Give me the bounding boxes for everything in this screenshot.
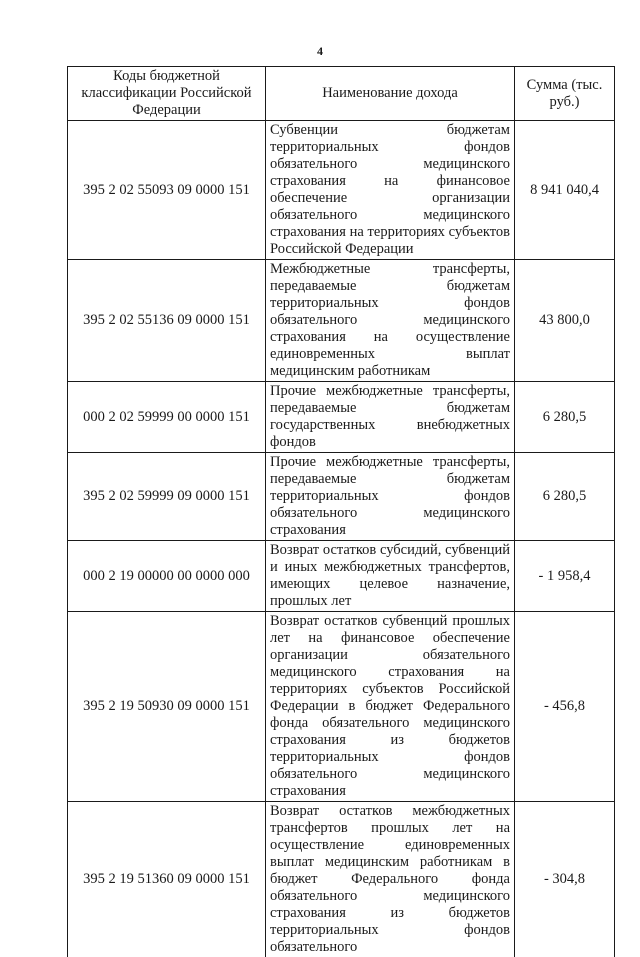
budget-revenue-table bbox=[67, 66, 615, 957]
row-sum: - 1 958,4 bbox=[515, 541, 615, 612]
row-code: 395 2 02 59999 09 0000 151 bbox=[68, 453, 266, 541]
table-row bbox=[68, 382, 615, 453]
table-row bbox=[68, 121, 615, 260]
row-code: 395 2 02 55093 09 0000 151 bbox=[68, 121, 266, 260]
row-sum: - 456,8 bbox=[515, 612, 615, 802]
table-row bbox=[68, 260, 615, 382]
row-code: 000 2 19 00000 00 0000 000 bbox=[68, 541, 266, 612]
table-row bbox=[68, 612, 615, 802]
row-name: Возврат остатков субвенций прошлых лет на финансовое обеспечение организации обязательного медицинского страхования на территориях субъектов Российской Федерации в бюджет Федерального фонда обязательного медицинского страхования из бюджетов территориальных фондов обязательного медицинского страхования bbox=[266, 612, 515, 802]
row-code: 395 2 02 55136 09 0000 151 bbox=[68, 260, 266, 382]
row-name: Возврат остатков межбюджетных трансфертов прошлых лет на осуществление единовременных выплат медицинским работникам в бюджет Федерального фонда обязательного медицинского страхования из бюджетов территориальных фондов обязательного bbox=[266, 802, 515, 957]
row-sum: - 304,8 bbox=[515, 802, 615, 957]
header-name: Наименование дохода bbox=[266, 67, 515, 121]
table-row bbox=[68, 802, 615, 957]
row-name: Прочие межбюджетные трансферты, передаваемые бюджетам государственных внебюджетных фондов bbox=[266, 382, 515, 453]
row-sum: 6 280,5 bbox=[515, 382, 615, 453]
page-number: 4 bbox=[0, 44, 640, 59]
row-name: Возврат остатков субсидий, субвенций и иных межбюджетных трансфертов, имеющих целевое назначение, прошлых лет bbox=[266, 541, 515, 612]
row-sum: 8 941 040,4 bbox=[515, 121, 615, 260]
row-name: Субвенции бюджетам территориальных фондов обязательного медицинского страхования на финансовое обеспечение организации обязательного медицинского страхования на территориях субъектов Российской Федерации bbox=[266, 121, 515, 260]
row-code: 395 2 19 50930 09 0000 151 bbox=[68, 612, 266, 802]
row-name: Прочие межбюджетные трансферты, передаваемые бюджетам территориальных фондов обязательного медицинского страхования bbox=[266, 453, 515, 541]
row-code: 395 2 19 51360 09 0000 151 bbox=[68, 802, 266, 957]
table-header-row bbox=[68, 67, 615, 121]
header-sum: Сумма (тыс. руб.) bbox=[515, 67, 615, 121]
row-name: Межбюджетные трансферты, передаваемые бюджетам территориальных фондов обязательного медицинского страхования на осуществление единовременных выплат медицинским работникам bbox=[266, 260, 515, 382]
table-row bbox=[68, 453, 615, 541]
header-code: Коды бюджетной классификации Российской Федерации bbox=[68, 67, 266, 121]
row-code: 000 2 02 59999 00 0000 151 bbox=[68, 382, 266, 453]
table-row bbox=[68, 541, 615, 612]
row-sum: 43 800,0 bbox=[515, 260, 615, 382]
row-sum: 6 280,5 bbox=[515, 453, 615, 541]
